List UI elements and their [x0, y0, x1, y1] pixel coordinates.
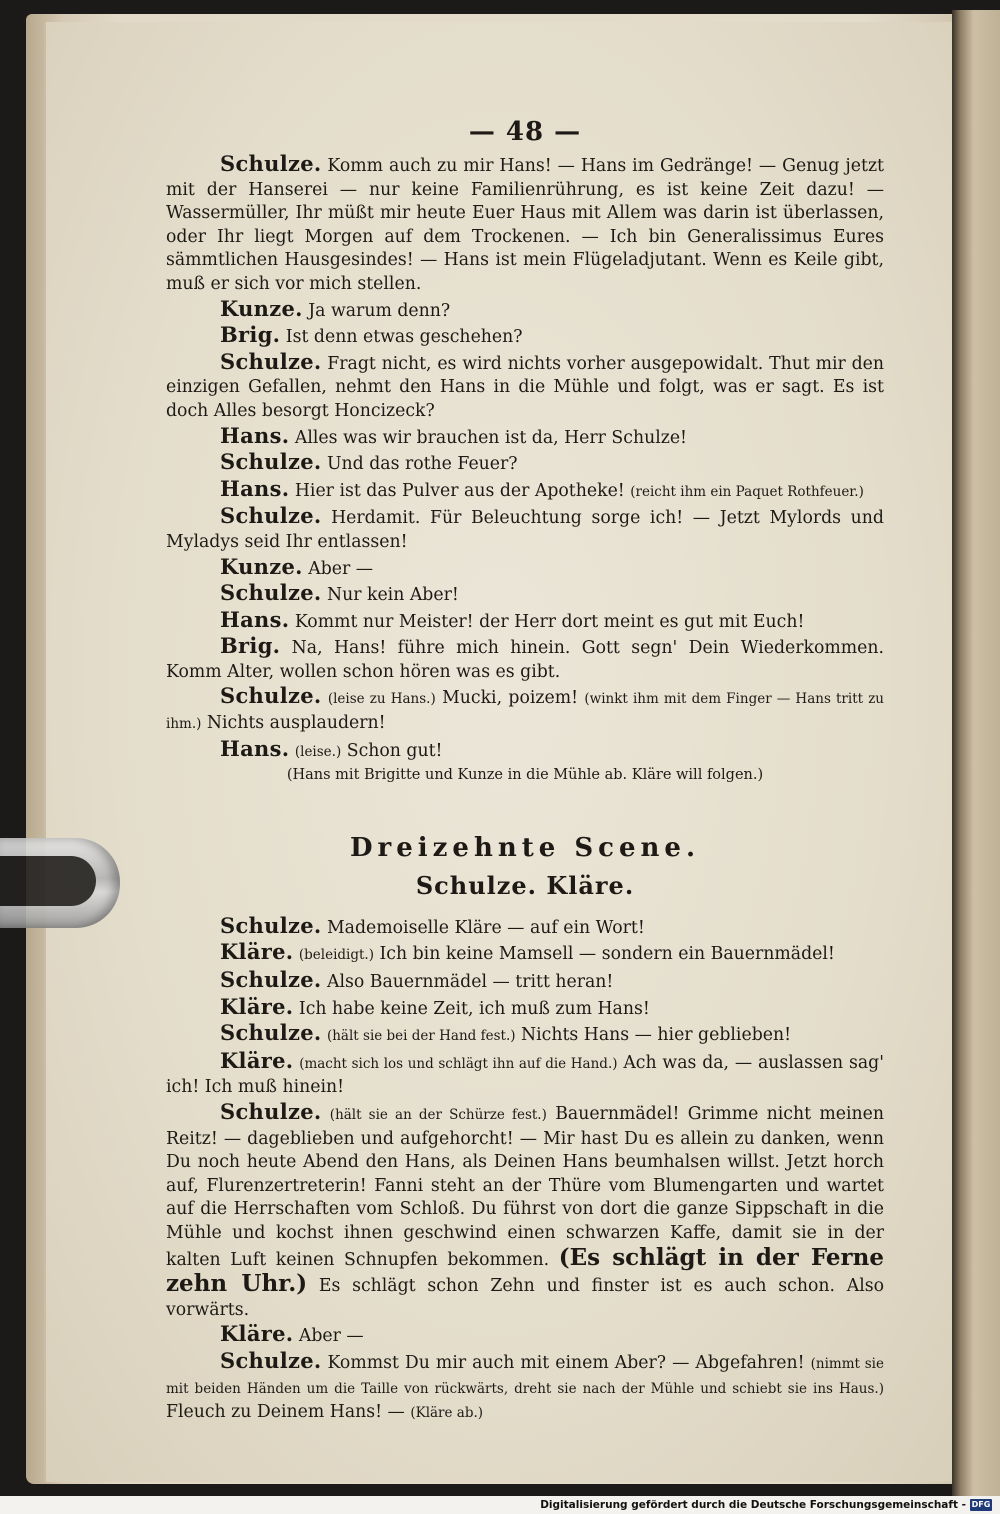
dialogue-line: [166, 914, 884, 941]
dialogue-line: [166, 968, 884, 995]
dialogue-line: [166, 424, 884, 451]
speaker-name: Schulze.: [220, 1347, 322, 1373]
line-text: Nichts Hans — hier geblieben!: [521, 1025, 792, 1046]
line-text: Mademoiselle Kläre — auf ein Wort!: [326, 917, 645, 938]
dialogue-line: [166, 634, 884, 684]
line-text: Bauernmädel! Grimme nicht meinen Reitz! — dageblieben und aufgehorcht! — Mir hast Du es allein zu danken, wenn Du noch heute Abend den Hans, als Deinen Hans beumhalsen willst. Jetzt horch auf, Flurenzertreterin! Fanni steht an der Thüre vom Blumengarten und wartet auf die Herrschaften vom Schloß. Du führst von dort die ganze Sippschaft in die Mühle und kochst ihnen geschwind einen schwarzen Kaffe, damit sie in der kalten Luft keinen Schnupfen bekommen.: [166, 1104, 885, 1270]
dialogue-line: [166, 297, 884, 324]
speaker-name: Schulze.: [220, 912, 322, 938]
facing-page-edge: [952, 10, 1000, 1496]
dialogue-line: [166, 350, 884, 424]
line-text: Komm auch zu mir Hans! — Hans im Gedränge! — Genug jetzt mit der Hanserei — nur keine Familienrührung, es ist keine Zeit dazu! — Wassermüller, Ihr müßt mir heute Euer Haus mit Allem was darin ist überlassen, oder Ihr liegt Morgen auf dem Trockenen. — Ich bin Generalissimus Eures sämmtlichen Hausgesindes! — Hans ist mein Flügeladjutant. Wenn es Keile gibt, muß er sich vor mich stellen.: [166, 156, 884, 294]
speaker-name: Kläre.: [220, 939, 294, 965]
speaker-name: Brig.: [220, 322, 281, 348]
dialogue-line: [166, 555, 884, 582]
line-text: Ich habe keine Zeit, ich muß zum Hans!: [298, 998, 650, 1019]
scene-persons: Schulze. Kläre.: [415, 870, 635, 900]
stage-direction: (beleidigt.): [298, 947, 374, 964]
speaker-name: Brig.: [220, 633, 281, 659]
dialogue-line: [166, 450, 884, 477]
line-text: Und das rothe Feuer?: [326, 454, 518, 475]
speaker-name: Schulze.: [220, 967, 322, 993]
speaker-name: Schulze.: [220, 503, 322, 529]
line-text: Kommt nur Meister! der Herr dort meint es gut mit Euch!: [294, 611, 805, 632]
speaker-name: Schulze.: [220, 1020, 322, 1046]
line-text: Nichts ausplaudern!: [206, 713, 386, 734]
line-text: Alles was wir brauchen ist da, Herr Schulze!: [294, 427, 688, 448]
speaker-name: Hans.: [220, 422, 290, 448]
line-text: Schon gut!: [346, 740, 443, 761]
line-text: Ich bin keine Mamsell — sondern ein Bauernmädel!: [379, 944, 835, 965]
line-text: Ja warum denn?: [308, 300, 451, 321]
line-text: Es schlägt schon Zehn und finster ist es auch schon. Also vorwärts.: [166, 1276, 885, 1320]
dialogue-line: [166, 1100, 884, 1322]
speaker-name: Schulze.: [220, 580, 322, 606]
stage-direction: (leise zu Hans.): [327, 691, 436, 708]
line-text: Fragt nicht, es wird nichts vorher ausgepowidalt. Thut mir den einzigen Gefallen, nehmt den Hans in die Mühle und folgt, was er sagt. Es ist doch Alles besorgt Honcizeck?: [166, 353, 884, 421]
line-text: Hier ist das Pulver aus der Apotheke!: [294, 480, 625, 501]
speaker-name: Schulze.: [220, 683, 322, 709]
speaker-name: Kläre.: [220, 1321, 294, 1347]
speaker-name: Hans.: [220, 735, 290, 761]
line-text: Mucki, poizem!: [442, 688, 579, 709]
line-text: Nur kein Aber!: [326, 585, 459, 606]
dialogue-line: [166, 1021, 884, 1049]
stage-direction: (leise.): [294, 743, 342, 760]
stage-direction: (hält sie an der Schürze fest.): [329, 1107, 547, 1123]
dialogue-line: [166, 581, 884, 608]
speaker-name: Schulze.: [220, 1099, 322, 1124]
speaker-name: Kunze.: [220, 295, 303, 321]
line-text: Also Bauernmädel — tritt heran!: [326, 972, 614, 993]
dialogue-line: [166, 323, 884, 350]
line-text: Na, Hans! führe mich hinein. Gott segn' Dein Wiederkommen. Komm Alter, wollen schon hören was es gibt.: [166, 638, 884, 682]
dfg-logo: DFG: [971, 1500, 991, 1509]
stage-direction: (nimmt sie mit beiden Händen um die Taille von rückwärts, dreht sie nach der Mühle und schiebt sie ins Haus.): [166, 1355, 884, 1397]
scene-title: Dreizehnte Scene.: [349, 832, 701, 863]
dialogue-line: [166, 940, 884, 968]
dialogue-line: [166, 152, 884, 297]
line-text: Herdamit. Für Beleuchtung sorge ich! — Jetzt Mylords und Myladys seid Ihr entlassen!: [166, 508, 884, 552]
dialogue-line: [166, 608, 884, 635]
speaker-name: Hans.: [220, 475, 290, 501]
dialogue-line: [166, 995, 884, 1022]
dialogue-line: [166, 1322, 884, 1349]
dialogue-line: [166, 1349, 884, 1426]
exit-direction: (Hans mit Brigitte und Kunze in die Mühle ab. Kläre will folgen.): [286, 767, 764, 784]
speaker-name: Schulze.: [220, 151, 322, 176]
stage-direction: (reicht ihm ein Paquet Rothfeuer.): [630, 483, 864, 500]
stage-direction: (winkt ihm mit dem Finger — Hans tritt zu ihm.): [166, 691, 884, 733]
stage-direction: (macht sich los und schlägt ihn auf die Hand.): [299, 1055, 618, 1072]
speaker-name: Schulze.: [220, 348, 322, 374]
line-text: Aber —: [308, 558, 374, 579]
speaker-name: Kunze.: [220, 553, 303, 579]
stage-direction: (Kläre ab.): [410, 1405, 484, 1422]
footer-credit: Digitalisierung gefördert durch die Deutsche Forschungsgemeinschaft -: [540, 1499, 966, 1511]
line-text: Fleuch zu Deinem Hans! —: [166, 1402, 405, 1423]
line-text: Ach was da, — auslassen sag' ich! Ich muß hinein!: [166, 1052, 884, 1098]
speaker-name: Kläre.: [220, 1047, 294, 1073]
stage-direction: (hält sie bei der Hand fest.): [326, 1028, 516, 1045]
loud-stage-direction: (Es schlägt in der Ferne zehn Uhr.): [166, 1243, 884, 1298]
line-text: Ist denn etwas geschehen?: [285, 327, 523, 348]
page-text: [166, 112, 884, 1426]
dialogue-line: [166, 684, 884, 736]
dialogue-line: [166, 477, 884, 505]
speaker-name: Kläre.: [220, 993, 294, 1019]
digitization-footer: [540, 1497, 992, 1513]
line-text: Kommst Du mir auch mit einem Aber? — Abgefahren!: [327, 1352, 805, 1373]
dialogue-line: [166, 1049, 884, 1100]
dialogue-line: [166, 737, 884, 765]
dialogue-line: [166, 504, 884, 554]
speaker-name: Hans.: [220, 606, 290, 632]
page-clip: [0, 838, 120, 928]
line-text: Aber —: [298, 1326, 364, 1347]
speaker-name: Schulze.: [220, 449, 322, 475]
page-number: — 48 —: [468, 117, 582, 147]
